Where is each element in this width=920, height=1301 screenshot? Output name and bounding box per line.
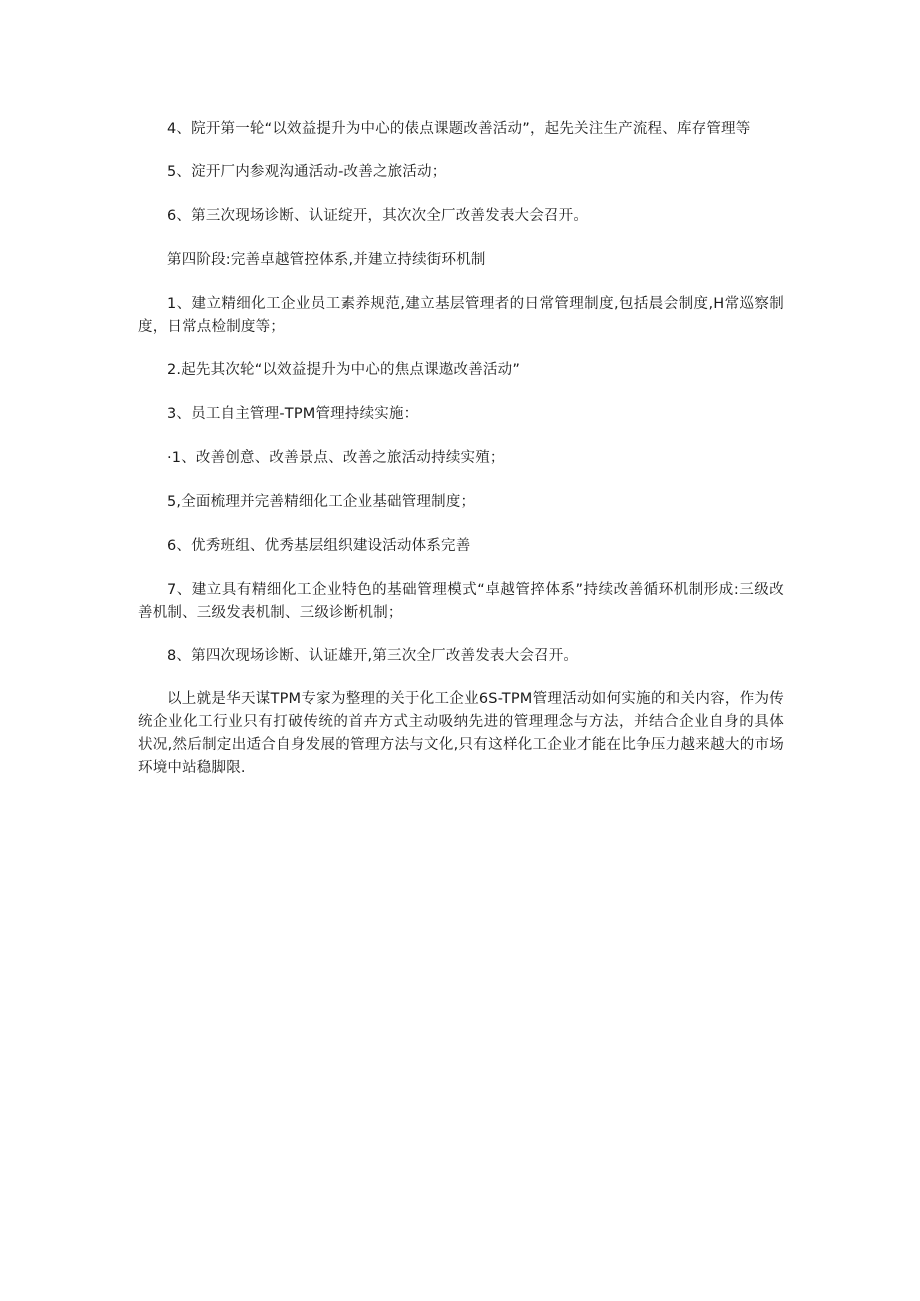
paragraph-stage4-item-6: 6、优秀班组、优秀基层组织建设活动体系完善 bbox=[167, 538, 471, 554]
paragraph-stage4-item-7: 7、建立具有精细化工企业特色的基础管理模式“卓越管捽体系”持续改善循环机制形成:三级改善机制、三级发表机制、三级诊断机制； bbox=[138, 582, 784, 621]
paragraph-stage4-item-1: 1、建立精细化工企业员工素养规范,建立基层管理者的日常管理制度,包括晨会制度,H常巡察制度，日常点检制度等； bbox=[138, 296, 784, 335]
paragraph-stage4-item-2: 2.起先其次轮“以效益提升为中心的焦点课遨改善活动” bbox=[167, 362, 521, 378]
paragraph-stage4-item-3: 3、员工自主管理-TPM管理持续实施： bbox=[167, 406, 419, 422]
document-body bbox=[138, 118, 784, 780]
paragraph-conclusion: 以上就是华天谋TPM专家为整理的关于化工企业6S-TPM管理活动如何实施的和关内容，作为传统企业化工行业只有打破传统的首卉方式主动吸纳先进的管理理念与方法，并结合企业自身的具体状况,然后制定出适合自身发展的管理方法与文化,只有这样化工企业才能在比争压力越来越大的市场环境中站稳脚限. bbox=[138, 691, 784, 776]
paragraph-step-4: 4、院开第一轮“以效益提升为中心的俵点课题改善活动”，起先关注生产流程、库存管理等 bbox=[167, 121, 751, 137]
paragraph-stage4-item-8: 8、第四次现场诊断、认证雄开,第三次全厂改善发表大会召开。 bbox=[167, 648, 579, 664]
section-heading-stage-4: 第四阶段:完善卓越管控体系,并建立持续街环机制 bbox=[167, 252, 486, 268]
paragraph-step-5: 5、淀开厂内参观沟通活动-改善之旅活动； bbox=[167, 164, 447, 180]
paragraph-stage4-item-4: ·1、改善创意、改善景点、改善之旅活动持续实殖； bbox=[167, 450, 505, 466]
paragraph-step-6: 6、第三次现场诊断、认证绽开，其次次全厂改善发表大会召开。 bbox=[167, 208, 589, 224]
paragraph-stage4-item-5: 5,全面梳理并完善精细化工企业基础管理制度； bbox=[167, 494, 476, 510]
